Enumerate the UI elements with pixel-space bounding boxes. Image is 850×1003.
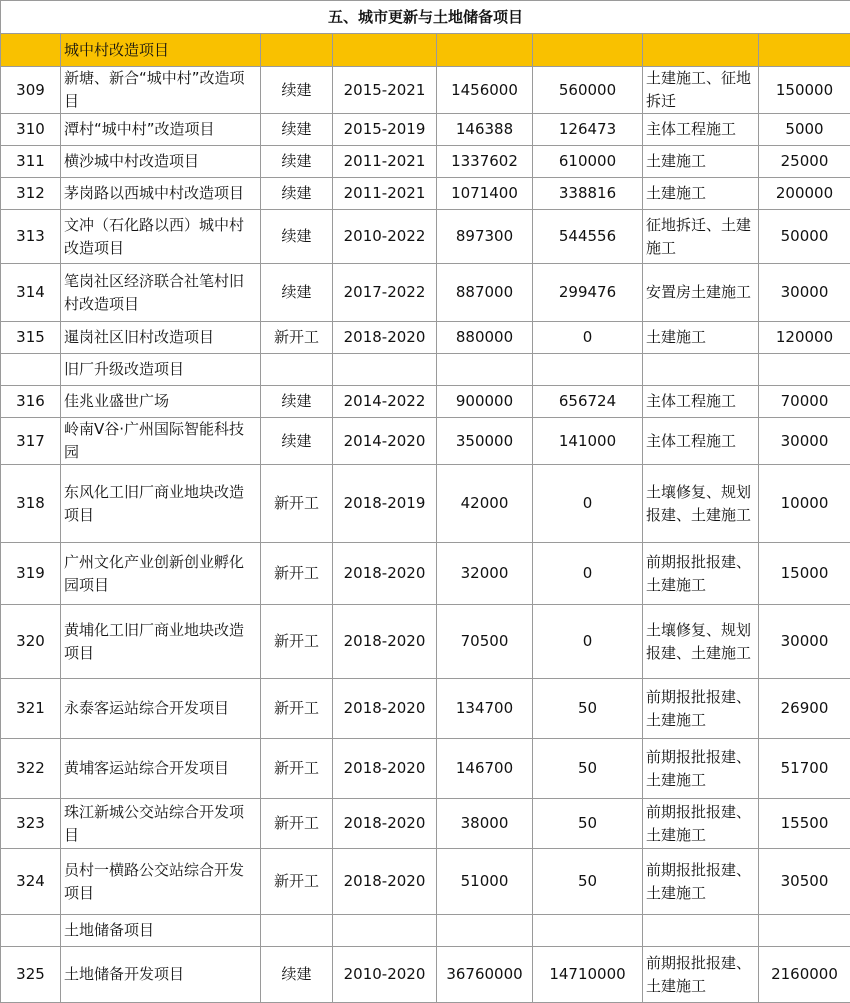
construction-content-cell: 主体工程施工 (643, 114, 759, 146)
annual-plan-cell: 26900 (759, 679, 850, 739)
annual-plan-cell: 30500 (759, 849, 850, 915)
build-status-cell: 续建 (261, 386, 333, 418)
row-number-cell: 322 (1, 739, 61, 799)
total-investment-cell: 146700 (437, 739, 533, 799)
construction-period-cell: 2018-2020 (333, 543, 437, 605)
total-investment-cell: 146388 (437, 114, 533, 146)
construction-content-cell: 前期报批报建、土建施工 (643, 799, 759, 849)
project-name-cell: 暹岗社区旧村改造项目 (61, 322, 261, 354)
construction-period-cell: 2018-2020 (333, 322, 437, 354)
completed-investment-cell: 610000 (533, 146, 643, 178)
construction-period-cell: 2018-2020 (333, 799, 437, 849)
build-status-cell: 新开工 (261, 543, 333, 605)
row-number-cell: 318 (1, 465, 61, 543)
row-number-cell: 313 (1, 210, 61, 264)
row-number-cell: 323 (1, 799, 61, 849)
section-title: 土地储备项目 (61, 915, 261, 947)
table-row (1, 605, 850, 679)
construction-period-cell: 2015-2021 (333, 67, 437, 114)
empty-cell (533, 915, 643, 947)
table-row (1, 947, 850, 1003)
project-name-cell: 茅岗路以西城中村改造项目 (61, 178, 261, 210)
total-investment-cell: 880000 (437, 322, 533, 354)
build-status-cell: 续建 (261, 947, 333, 1003)
construction-period-cell: 2018-2020 (333, 679, 437, 739)
build-status-cell: 续建 (261, 418, 333, 465)
construction-period-cell: 2017-2022 (333, 264, 437, 322)
completed-investment-cell: 126473 (533, 114, 643, 146)
empty-cell (1, 915, 61, 947)
total-investment-cell: 887000 (437, 264, 533, 322)
completed-investment-cell: 560000 (533, 67, 643, 114)
construction-period-cell: 2015-2019 (333, 114, 437, 146)
empty-cell (437, 354, 533, 386)
annual-plan-cell: 150000 (759, 67, 850, 114)
empty-cell (333, 34, 437, 67)
row-number-cell: 309 (1, 67, 61, 114)
construction-period-cell: 2011-2021 (333, 178, 437, 210)
build-status-cell: 新开工 (261, 739, 333, 799)
construction-content-cell: 土建施工 (643, 322, 759, 354)
annual-plan-cell: 200000 (759, 178, 850, 210)
project-name-cell: 潭村“城中村”改造项目 (61, 114, 261, 146)
construction-period-cell: 2014-2022 (333, 386, 437, 418)
table-row (1, 146, 850, 178)
completed-investment-cell: 50 (533, 799, 643, 849)
total-investment-cell: 1456000 (437, 67, 533, 114)
project-name-cell: 笔岗社区经济联合社笔村旧村改造项目 (61, 264, 261, 322)
project-name-cell: 横沙城中村改造项目 (61, 146, 261, 178)
empty-cell (533, 34, 643, 67)
completed-investment-cell: 544556 (533, 210, 643, 264)
construction-content-cell: 前期报批报建、土建施工 (643, 739, 759, 799)
build-status-cell: 续建 (261, 178, 333, 210)
construction-content-cell: 安置房土建施工 (643, 264, 759, 322)
construction-period-cell: 2010-2020 (333, 947, 437, 1003)
construction-period-cell: 2011-2021 (333, 146, 437, 178)
table-row (1, 178, 850, 210)
build-status-cell: 续建 (261, 67, 333, 114)
build-status-cell: 新开工 (261, 679, 333, 739)
completed-investment-cell: 14710000 (533, 947, 643, 1003)
build-status-cell: 新开工 (261, 849, 333, 915)
empty-cell (643, 354, 759, 386)
construction-period-cell: 2018-2020 (333, 605, 437, 679)
annual-plan-cell: 25000 (759, 146, 850, 178)
total-investment-cell: 32000 (437, 543, 533, 605)
table-row (1, 386, 850, 418)
table-title: 五、城市更新与土地储备项目 (1, 1, 850, 34)
build-status-cell: 新开工 (261, 799, 333, 849)
table-row (1, 849, 850, 915)
row-number-cell: 325 (1, 947, 61, 1003)
annual-plan-cell: 120000 (759, 322, 850, 354)
construction-content-cell: 土建施工 (643, 178, 759, 210)
annual-plan-cell: 2160000 (759, 947, 850, 1003)
table-row (1, 799, 850, 849)
row-number-cell: 311 (1, 146, 61, 178)
section-header-row (1, 915, 850, 947)
title-row (1, 1, 850, 34)
completed-investment-cell: 338816 (533, 178, 643, 210)
total-investment-cell: 897300 (437, 210, 533, 264)
project-name-cell: 土地储备开发项目 (61, 947, 261, 1003)
row-number-cell: 315 (1, 322, 61, 354)
construction-content-cell: 土壤修复、规划报建、土建施工 (643, 605, 759, 679)
total-investment-cell: 1071400 (437, 178, 533, 210)
empty-cell (643, 915, 759, 947)
project-name-cell: 永泰客运站综合开发项目 (61, 679, 261, 739)
row-number-cell: 321 (1, 679, 61, 739)
project-name-cell: 东风化工旧厂商业地块改造项目 (61, 465, 261, 543)
empty-cell (533, 354, 643, 386)
empty-cell (437, 915, 533, 947)
annual-plan-cell: 10000 (759, 465, 850, 543)
construction-content-cell: 土壤修复、规划报建、土建施工 (643, 465, 759, 543)
project-name-cell: 文冲（石化路以西）城中村改造项目 (61, 210, 261, 264)
construction-period-cell: 2018-2020 (333, 739, 437, 799)
row-number-cell: 317 (1, 418, 61, 465)
table-row (1, 543, 850, 605)
annual-plan-cell: 30000 (759, 605, 850, 679)
total-investment-cell: 134700 (437, 679, 533, 739)
annual-plan-cell: 70000 (759, 386, 850, 418)
project-name-cell: 珠江新城公交站综合开发项目 (61, 799, 261, 849)
table-row (1, 418, 850, 465)
construction-period-cell: 2014-2020 (333, 418, 437, 465)
empty-cell (759, 354, 850, 386)
completed-investment-cell: 0 (533, 605, 643, 679)
completed-investment-cell: 50 (533, 739, 643, 799)
construction-content-cell: 前期报批报建、土建施工 (643, 849, 759, 915)
construction-content-cell: 土建施工 (643, 146, 759, 178)
construction-period-cell: 2018-2019 (333, 465, 437, 543)
construction-content-cell: 主体工程施工 (643, 418, 759, 465)
total-investment-cell: 42000 (437, 465, 533, 543)
row-number-cell: 320 (1, 605, 61, 679)
build-status-cell: 续建 (261, 210, 333, 264)
table-row (1, 210, 850, 264)
completed-investment-cell: 299476 (533, 264, 643, 322)
section-header-row (1, 354, 850, 386)
annual-plan-cell: 15500 (759, 799, 850, 849)
annual-plan-cell: 5000 (759, 114, 850, 146)
project-name-cell: 黄埔化工旧厂商业地块改造项目 (61, 605, 261, 679)
annual-plan-cell: 30000 (759, 264, 850, 322)
row-number-cell: 314 (1, 264, 61, 322)
build-status-cell: 续建 (261, 146, 333, 178)
completed-investment-cell: 0 (533, 465, 643, 543)
annual-plan-cell: 50000 (759, 210, 850, 264)
build-status-cell: 新开工 (261, 605, 333, 679)
empty-cell (759, 34, 850, 67)
empty-cell (261, 34, 333, 67)
total-investment-cell: 70500 (437, 605, 533, 679)
table-row (1, 264, 850, 322)
project-name-cell: 新塘、新合“城中村”改造项目 (61, 67, 261, 114)
project-name-cell: 岭南V谷·广州国际智能科技园 (61, 418, 261, 465)
empty-cell (261, 915, 333, 947)
section-header-row (1, 34, 850, 67)
build-status-cell: 新开工 (261, 322, 333, 354)
empty-cell (1, 34, 61, 67)
table-row (1, 114, 850, 146)
empty-cell (333, 354, 437, 386)
completed-investment-cell: 141000 (533, 418, 643, 465)
empty-cell (759, 915, 850, 947)
project-name-cell: 员村一横路公交站综合开发项目 (61, 849, 261, 915)
construction-period-cell: 2010-2022 (333, 210, 437, 264)
build-status-cell: 续建 (261, 264, 333, 322)
empty-cell (333, 915, 437, 947)
completed-investment-cell: 656724 (533, 386, 643, 418)
construction-content-cell: 前期报批报建、土建施工 (643, 543, 759, 605)
construction-period-cell: 2018-2020 (333, 849, 437, 915)
build-status-cell: 新开工 (261, 465, 333, 543)
row-number-cell: 324 (1, 849, 61, 915)
total-investment-cell: 36760000 (437, 947, 533, 1003)
annual-plan-cell: 51700 (759, 739, 850, 799)
construction-content-cell: 前期报批报建、土建施工 (643, 947, 759, 1003)
completed-investment-cell: 0 (533, 543, 643, 605)
total-investment-cell: 51000 (437, 849, 533, 915)
table-row (1, 67, 850, 114)
project-name-cell: 广州文化产业创新创业孵化园项目 (61, 543, 261, 605)
build-status-cell: 续建 (261, 114, 333, 146)
annual-plan-cell: 30000 (759, 418, 850, 465)
total-investment-cell: 1337602 (437, 146, 533, 178)
section-title: 城中村改造项目 (61, 34, 261, 67)
row-number-cell: 316 (1, 386, 61, 418)
table-row (1, 465, 850, 543)
construction-content-cell: 主体工程施工 (643, 386, 759, 418)
project-name-cell: 黄埔客运站综合开发项目 (61, 739, 261, 799)
construction-content-cell: 征地拆迁、土建施工 (643, 210, 759, 264)
total-investment-cell: 900000 (437, 386, 533, 418)
row-number-cell: 319 (1, 543, 61, 605)
completed-investment-cell: 0 (533, 322, 643, 354)
empty-cell (1, 354, 61, 386)
row-number-cell: 310 (1, 114, 61, 146)
total-investment-cell: 350000 (437, 418, 533, 465)
empty-cell (261, 354, 333, 386)
table-row (1, 679, 850, 739)
construction-content-cell: 前期报批报建、土建施工 (643, 679, 759, 739)
completed-investment-cell: 50 (533, 849, 643, 915)
row-number-cell: 312 (1, 178, 61, 210)
total-investment-cell: 38000 (437, 799, 533, 849)
construction-content-cell: 土建施工、征地拆迁 (643, 67, 759, 114)
completed-investment-cell: 50 (533, 679, 643, 739)
table-row (1, 739, 850, 799)
annual-plan-cell: 15000 (759, 543, 850, 605)
project-name-cell: 佳兆业盛世广场 (61, 386, 261, 418)
empty-cell (643, 34, 759, 67)
empty-cell (437, 34, 533, 67)
table-row (1, 322, 850, 354)
section-title: 旧厂升级改造项目 (61, 354, 261, 386)
